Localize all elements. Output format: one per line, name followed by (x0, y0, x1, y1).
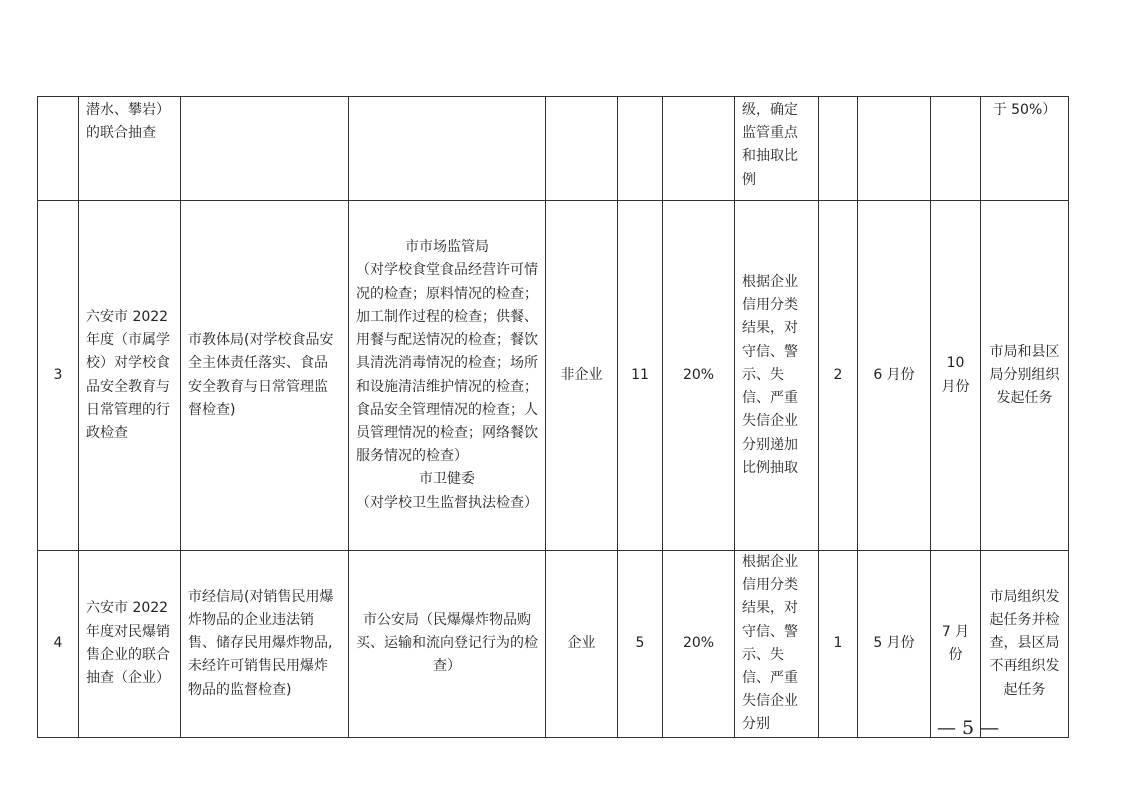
end-month-cell (931, 97, 981, 201)
table-row (38, 97, 1069, 201)
start-month-cell: 5 月份 (858, 551, 931, 738)
end-month-cell: 7 月份 (931, 551, 981, 738)
initiating-department-cell: 市经信局(对销售民用爆炸物品的企业违法销售、储存民用爆炸物品,未经许可销售民用爆炸物品的监督检查) (181, 551, 349, 738)
sampling-ratio-cell (663, 97, 735, 201)
task-name-cell: 六安市 2022 年度（市属学校）对学校食品安全教育与日常管理的行政检查 (79, 201, 181, 551)
object-count-cell: 5 (618, 551, 663, 738)
inspection-table (37, 96, 1069, 738)
joint-departments-cell (349, 97, 546, 201)
row-number-cell: 3 (38, 201, 79, 551)
sampling-method-cell: 根据企业信用分类结果，对守信、警示、失信、严重失信企业分别 (735, 551, 819, 738)
inspection-times-cell: 2 (819, 201, 858, 551)
table-row (38, 201, 1069, 551)
sampling-ratio-cell: 20% (663, 551, 735, 738)
joint-department-name: 市市场监管局 (405, 239, 489, 256)
start-month-cell (858, 97, 931, 201)
sampling-ratio-cell: 20% (663, 201, 735, 551)
joint-department-duty: （对学校卫生监督执法检查） (356, 494, 538, 511)
joint-department-name: 市卫健委 (419, 471, 475, 488)
inspection-times-cell: 1 (819, 551, 858, 738)
remark-cell: 于 50%） (981, 97, 1069, 201)
remark-cell: 市局和县区局分别组织发起任务 (981, 201, 1069, 551)
sampling-method-cell: 级，确定监管重点和抽取比例 (735, 97, 819, 201)
joint-departments-cell (349, 201, 546, 551)
remark-cell: 市局组织发起任务并检查，县区局不再组织发起任务 (981, 551, 1069, 738)
initiating-department-cell: 市教体局(对学校食品安全主体责任落实、食品安全教育与日常管理监督检查) (181, 201, 349, 551)
row-number-cell (38, 97, 79, 201)
row-number-cell: 4 (38, 551, 79, 738)
initiating-department-cell (181, 97, 349, 201)
task-name-cell: 潜水、攀岩）的联合抽查 (79, 97, 181, 201)
sampling-method-cell: 根据企业信用分类结果，对守信、警示、失信、严重失信企业 分别递加比例抽取 (735, 201, 819, 551)
end-month-cell: 10 月份 (931, 201, 981, 551)
task-name-cell: 六安市 2022 年度对民爆销售企业的联合抽查（企业） (79, 551, 181, 738)
object-count-cell (618, 97, 663, 201)
joint-department-duty: 市公安局（民爆爆炸物品购买、运输和流向登记行为的检查） (356, 612, 538, 675)
joint-departments-cell (349, 551, 546, 738)
page-number: — 5 — (937, 717, 1000, 739)
table-row (38, 551, 1069, 738)
joint-department-duty: （对学校食堂食品经营许可情况的检查；原料情况的检查；加工制作过程的检查；供餐、用餐与配送情况的检查；餐饮具清洗消毒情况的检查；场所和设施清洁维护情况的检查；食品安全管理情况的检查；人员管理情况的检查；网络餐饮服务情况的检查） (356, 262, 538, 465)
object-count-cell: 11 (618, 201, 663, 551)
inspection-object-cell: 企业 (546, 551, 618, 738)
inspection-object-cell: 非企业 (546, 201, 618, 551)
inspection-times-cell (819, 97, 858, 201)
inspection-object-cell (546, 97, 618, 201)
start-month-cell: 6 月份 (858, 201, 931, 551)
